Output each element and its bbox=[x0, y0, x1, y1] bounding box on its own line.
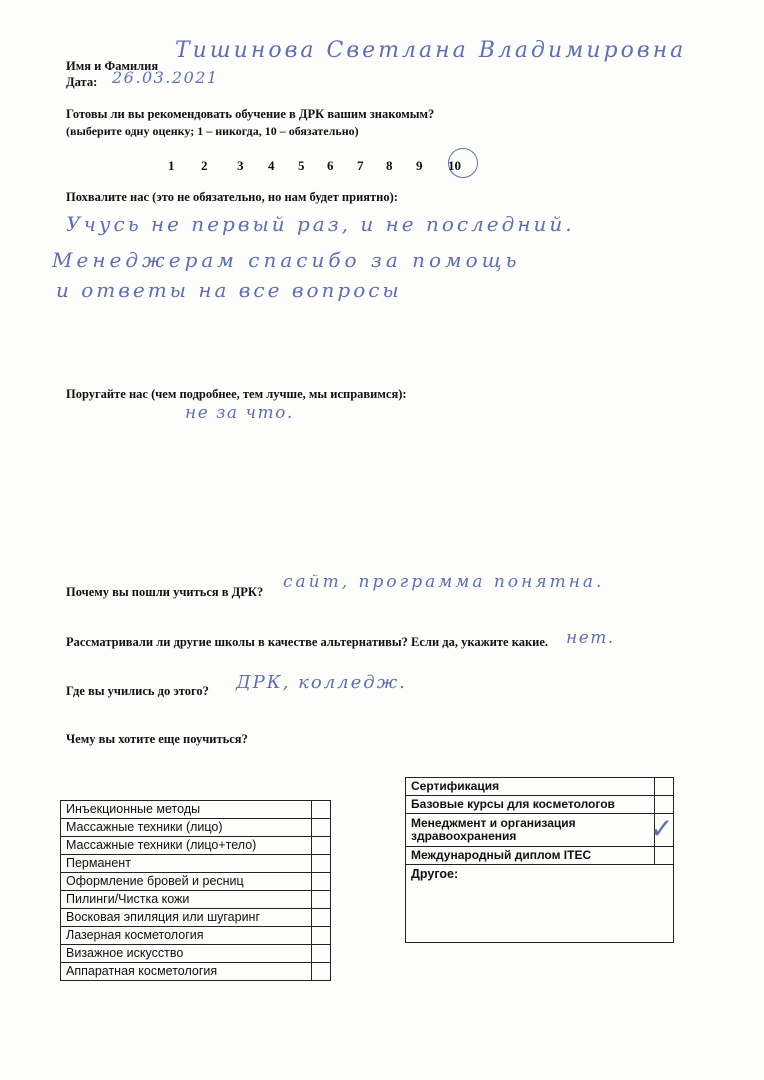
table-row bbox=[61, 963, 331, 981]
alternatives-answer: нет. bbox=[566, 628, 615, 648]
table-row bbox=[61, 837, 331, 855]
date-handwritten: 26.03.2021 bbox=[112, 68, 219, 87]
course-checkbox[interactable] bbox=[655, 778, 674, 796]
course-checkbox[interactable] bbox=[312, 873, 331, 891]
previous-answer: ДРК, колледж. bbox=[236, 672, 407, 693]
date-label: Дата: bbox=[66, 75, 98, 89]
course-label: Базовые курсы для косметологов bbox=[406, 796, 655, 814]
course-label: Инъекционные методы bbox=[61, 801, 312, 819]
rating-3[interactable]: 3 bbox=[237, 158, 244, 173]
why-answer: сайт, программа понятна. bbox=[283, 572, 605, 592]
table-row bbox=[61, 855, 331, 873]
checkmark-icon: ✓ bbox=[650, 812, 674, 845]
course-label: Восковая эпиляция или шугаринг bbox=[61, 909, 312, 927]
table-row bbox=[61, 801, 331, 819]
criticize-answer: не за что. bbox=[185, 403, 294, 423]
course-label: Оформление бровей и ресниц bbox=[61, 873, 312, 891]
course-checkbox[interactable] bbox=[312, 927, 331, 945]
course-checkbox[interactable] bbox=[312, 819, 331, 837]
table-row bbox=[61, 873, 331, 891]
course-checkbox[interactable] bbox=[312, 945, 331, 963]
rating-6[interactable]: 6 bbox=[327, 158, 334, 173]
name-label: Имя и Фамилия bbox=[66, 59, 159, 73]
course-checkbox[interactable] bbox=[655, 847, 674, 865]
recommend-hint: (выберите одну оценку; 1 – никогда, 10 – обязательно) bbox=[66, 124, 359, 138]
course-label: Массажные техники (лицо+тело) bbox=[61, 837, 312, 855]
table-row bbox=[61, 891, 331, 909]
table-row bbox=[406, 814, 674, 847]
table-row bbox=[406, 778, 674, 796]
alternatives-question: Рассматривали ли другие школы в качестве альтернативы? Если да, укажите какие. bbox=[66, 635, 549, 649]
table-row bbox=[61, 945, 331, 963]
table-row bbox=[406, 847, 674, 865]
praise-answer-line: Менеджерам спасибо за помощь bbox=[52, 248, 521, 272]
table-row bbox=[406, 796, 674, 814]
course-checkbox[interactable] bbox=[312, 801, 331, 819]
rating-4[interactable]: 4 bbox=[268, 158, 275, 173]
course-checkbox[interactable] bbox=[312, 891, 331, 909]
table-row bbox=[61, 909, 331, 927]
course-checkbox[interactable] bbox=[312, 909, 331, 927]
why-question: Почему вы пошли учиться в ДРК? bbox=[66, 585, 264, 599]
course-label: Менеджмент и организация здравоохранения bbox=[406, 814, 655, 847]
rating-1[interactable]: 1 bbox=[168, 158, 175, 173]
rating-2[interactable]: 2 bbox=[201, 158, 208, 173]
praise-answer-line: и ответы на все вопросы bbox=[56, 278, 402, 302]
course-checkbox[interactable] bbox=[312, 963, 331, 981]
rating-9[interactable]: 9 bbox=[416, 158, 423, 173]
rating-8[interactable]: 8 bbox=[386, 158, 393, 173]
future-question: Чему вы хотите еще поучиться? bbox=[66, 732, 248, 746]
praise-answer-line: Учусь не первый раз, и не последний. bbox=[66, 212, 575, 236]
praise-question: Похвалите нас (это не обязательно, но нам будет приятно): bbox=[66, 190, 398, 204]
table-row bbox=[61, 819, 331, 837]
recommend-question: Готовы ли вы рекомендовать обучение в ДРК вашим знакомым? bbox=[66, 107, 435, 121]
other-field[interactable]: Другое: bbox=[406, 865, 674, 943]
course-label: Международный диплом ITEC bbox=[406, 847, 655, 865]
criticize-question: Поругайте нас (чем подробнее, тем лучше, мы исправимся): bbox=[66, 387, 407, 401]
table-row bbox=[61, 927, 331, 945]
course-checkbox[interactable] bbox=[655, 796, 674, 814]
course-label: Пилинги/Чистка кожи bbox=[61, 891, 312, 909]
courses-table-left bbox=[60, 800, 331, 981]
previous-question: Где вы учились до этого? bbox=[66, 684, 209, 698]
rating-10[interactable]: 10 bbox=[448, 158, 461, 173]
table-row bbox=[406, 865, 674, 943]
course-label: Массажные техники (лицо) bbox=[61, 819, 312, 837]
course-checkbox[interactable] bbox=[312, 855, 331, 873]
courses-table-right bbox=[405, 777, 674, 943]
selected-rating-circle bbox=[448, 148, 478, 178]
rating-5[interactable]: 5 bbox=[298, 158, 305, 173]
rating-7[interactable]: 7 bbox=[357, 158, 364, 173]
rating-scale bbox=[160, 156, 480, 176]
course-label: Перманент bbox=[61, 855, 312, 873]
course-label: Аппаратная косметология bbox=[61, 963, 312, 981]
name-handwritten: Тишинова Светлана Владимировна bbox=[175, 38, 687, 63]
course-checkbox[interactable] bbox=[312, 837, 331, 855]
course-label: Сертификация bbox=[406, 778, 655, 796]
course-label: Визажное искусство bbox=[61, 945, 312, 963]
course-label: Лазерная косметология bbox=[61, 927, 312, 945]
